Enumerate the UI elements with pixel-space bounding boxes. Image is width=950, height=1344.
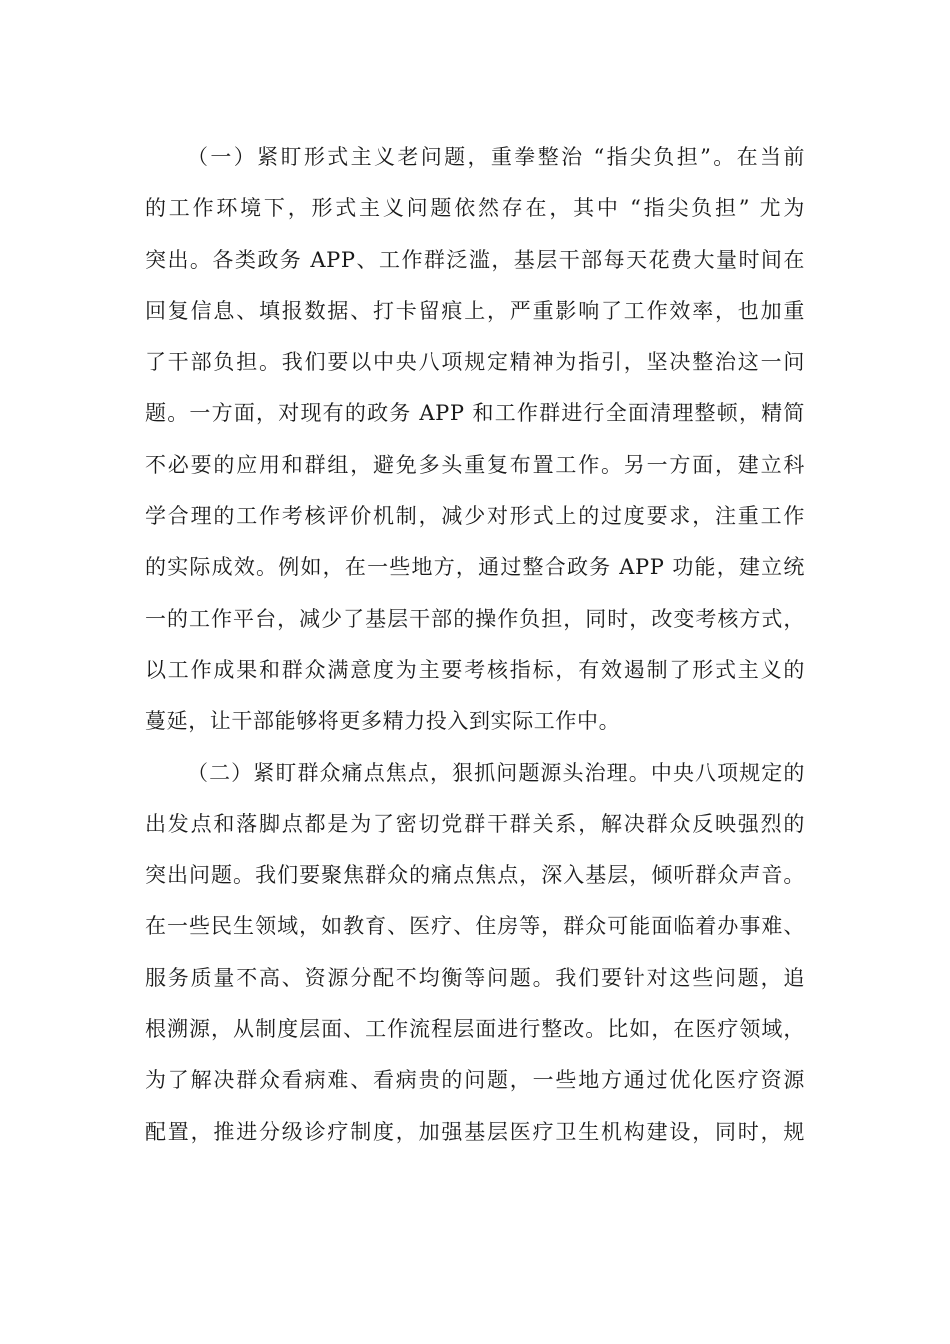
text-line: 一的工作平台，减少了基层干部的操作负担，同时，改变考核方式， xyxy=(145,606,805,631)
text-line: 突出。各类政务 APP、工作群泛滥，基层干部每天花费大量时间在 xyxy=(145,247,805,272)
text-line: 服务质量不高、资源分配不均衡等问题。我们要针对这些问题，追 xyxy=(145,965,805,990)
text-line: 的实际成效。例如，在一些地方，通过整合政务 APP 功能，建立统 xyxy=(145,555,805,580)
text-line: 出发点和落脚点都是为了密切党群干群关系，解决群众反映强烈的 xyxy=(145,811,805,836)
paragraph-2 xyxy=(145,748,805,1158)
text-line: 学合理的工作考核评价机制，减少对形式上的过度要求，注重工作 xyxy=(145,504,805,529)
text-line: 根溯源，从制度层面、工作流程层面进行整改。比如，在医疗领域， xyxy=(145,1017,805,1042)
text-line: 的工作环境下，形式主义问题依然存在，其中 “指尖负担” 尤为 xyxy=(145,196,805,221)
text-line: 不必要的应用和群组，避免多头重复布置工作。另一方面，建立科 xyxy=(145,452,805,477)
text-line: 为了解决群众看病难、看病贵的问题，一些地方通过优化医疗资源 xyxy=(145,1068,805,1093)
paragraph-1 xyxy=(145,132,805,748)
text-line: 了干部负担。我们要以中央八项规定精神为指引，坚决整治这一问 xyxy=(145,350,805,375)
text-line: 配置，推进分级诊疗制度，加强基层医疗卫生机构建设，同时，规 xyxy=(145,1119,805,1144)
text-line: 蔓延，让干部能够将更多精力投入到实际工作中。 xyxy=(145,709,621,734)
text-line: （二）紧盯群众痛点焦点，狠抓问题源头治理。中央八项规定的 xyxy=(187,760,805,785)
text-line: 以工作成果和群众满意度为主要考核指标，有效遏制了形式主义的 xyxy=(145,657,805,682)
text-line: （一）紧盯形式主义老问题，重拳整治 “指尖负担”。在当前 xyxy=(187,145,805,169)
text-line: 回复信息、填报数据、打卡留痕上，严重影响了工作效率，也加重 xyxy=(145,298,805,323)
document-body xyxy=(145,132,805,1158)
text-line: 题。一方面，对现有的政务 APP 和工作群进行全面清理整顿，精简 xyxy=(145,401,805,426)
text-line: 在一些民生领域，如教育、医疗、住房等，群众可能面临着办事难、 xyxy=(145,914,805,939)
text-line: 突出问题。我们要聚焦群众的痛点焦点，深入基层，倾听群众声音。 xyxy=(145,863,805,888)
